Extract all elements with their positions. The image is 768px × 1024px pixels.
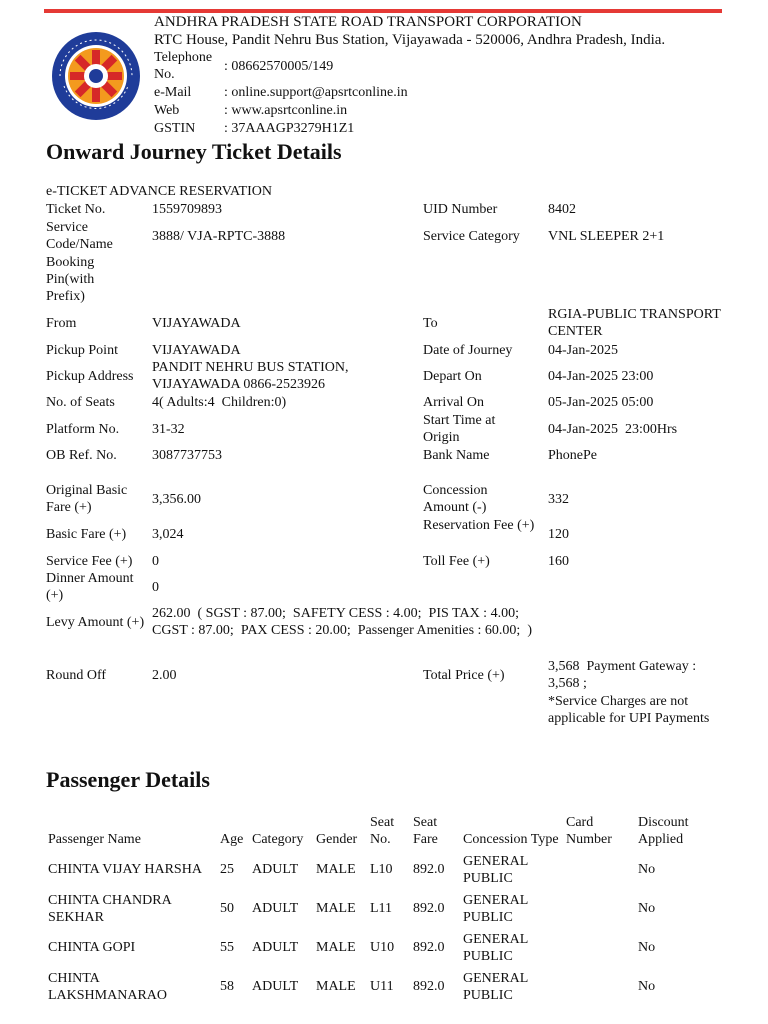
cell-concession-type: GENERAL PUBLIC (463, 853, 528, 886)
col-discount-applied: Discount Applied (638, 815, 689, 847)
cell-age: 58 (220, 979, 234, 994)
table-row (46, 850, 722, 889)
ticket-no-value: 1559709893 (152, 202, 222, 217)
table-row (46, 967, 722, 1006)
service-code-value: 3888/ VJA-RPTC-3888 (152, 229, 286, 244)
arrival-on-label: Arrival On (423, 395, 485, 410)
ticket-no-label: Ticket No. (46, 202, 106, 217)
toll-fee-value: 160 (548, 554, 569, 569)
start-time-label: Start Time at Origin (423, 413, 496, 445)
cell-card-number (564, 889, 636, 928)
cell-gender: MALE (316, 901, 356, 916)
to-value: RGIA-PUBLIC TRANSPORT CENTER (548, 307, 721, 339)
org-address: RTC House, Pandit Nehru Bus Station, Vijayawada - 520006, Andhra Pradesh, India. (154, 32, 666, 48)
page-title: Onward Journey Ticket Details (46, 139, 342, 164)
cell-passenger-name: CHINTA CHANDRA SEKHAR (48, 892, 171, 925)
cell-age: 50 (220, 901, 234, 916)
service-code-label: Service Code/Name (46, 220, 113, 252)
passenger-section-title: Passenger Details (46, 767, 210, 792)
email-label: e-Mail (154, 85, 192, 100)
cell-seat-fare: 892.0 (413, 901, 445, 916)
cell-passenger-name: CHINTA LAKSHMANARAO (48, 970, 168, 1003)
passenger-table (46, 812, 722, 1006)
table-row (46, 928, 722, 967)
uid-label: UID Number (423, 202, 498, 217)
concession-label: Concession Amount (-) (423, 483, 488, 515)
col-card-number: Card Number (566, 815, 612, 847)
web-label: Web (154, 103, 180, 118)
basic-fare-value: 3,024 (152, 527, 184, 542)
pickup-point-value: VIJAYAWADA (152, 343, 241, 358)
cell-gender: MALE (316, 979, 356, 994)
cell-passenger-name: CHINTA GOPI (48, 940, 136, 955)
cell-passenger-name: CHINTA VIJAY HARSHA (48, 862, 202, 877)
date-of-journey-value: 04-Jan-2025 (548, 343, 618, 358)
passenger-table-header (46, 812, 722, 850)
cell-age: 55 (220, 940, 234, 955)
platform-label: Platform No. (46, 422, 120, 437)
toll-fee-label: Toll Fee (+) (423, 554, 490, 569)
seats-label: No. of Seats (46, 395, 115, 410)
pickup-address-value: PANDIT NEHRU BUS STATION, VIJAYAWADA 0866-2523926 (152, 360, 349, 392)
cell-category: ADULT (252, 901, 299, 916)
cell-seat-fare: 892.0 (413, 862, 445, 877)
cell-age: 25 (220, 862, 234, 877)
reservation-fee-value: 120 (548, 527, 569, 542)
cell-gender: MALE (316, 862, 356, 877)
reservation-fee-label: Reservation Fee (+) (423, 518, 535, 533)
cell-concession-type: GENERAL PUBLIC (463, 970, 528, 1003)
cell-seat-no: U11 (370, 979, 394, 994)
service-fee-label: Service Fee (+) (46, 554, 133, 569)
depart-on-label: Depart On (423, 369, 482, 384)
cell-gender: MALE (316, 940, 356, 955)
cell-seat-no: U10 (370, 940, 395, 955)
table-row (46, 889, 722, 928)
cell-discount-applied: No (638, 979, 656, 994)
cell-category: ADULT (252, 862, 299, 877)
cell-seat-no: L11 (370, 901, 393, 916)
bank-value: PhonePe (548, 448, 597, 463)
concession-value: 332 (548, 492, 569, 507)
uid-value: 8402 (548, 202, 576, 217)
cell-card-number (564, 928, 636, 967)
cell-seat-fare: 892.0 (413, 940, 445, 955)
org-name: ANDHRA PRADESH STATE ROAD TRANSPORT CORPORATION (154, 14, 582, 30)
seats-value: 4( Adults:4 Children:0) (152, 395, 287, 410)
cell-discount-applied: No (638, 862, 656, 877)
pickup-address-label: Pickup Address (46, 369, 134, 384)
dinner-value: 0 (152, 580, 159, 595)
round-off-value: 2.00 (152, 668, 177, 683)
dinner-label: Dinner Amount (+) (46, 571, 134, 603)
from-value: VIJAYAWADA (152, 316, 241, 331)
cell-discount-applied: No (638, 901, 656, 916)
col-gender: Gender (316, 832, 358, 847)
web-value[interactable]: : www.apsrtconline.in (224, 103, 348, 118)
bank-label: Bank Name (423, 448, 490, 463)
cell-category: ADULT (252, 979, 299, 994)
orig-fare-value: 3,356.00 (152, 492, 201, 507)
levy-label: Levy Amount (+) (46, 615, 145, 630)
col-age: Age (220, 832, 244, 847)
arrival-on-value: 05-Jan-2025 05:00 (548, 395, 654, 410)
round-off-label: Round Off (46, 668, 107, 683)
cell-card-number (564, 850, 636, 889)
ob-ref-value: 3087737753 (152, 448, 222, 463)
booking-pin-label: Booking Pin(with Prefix) (46, 255, 95, 304)
platform-value: 31-32 (152, 422, 185, 437)
col-category: Category (252, 832, 304, 847)
gstin-label: GSTIN (154, 121, 196, 136)
email-value[interactable]: : online.support@apsrtconline.in (224, 85, 408, 100)
cell-seat-fare: 892.0 (413, 979, 445, 994)
ticket-subtitle: e-TICKET ADVANCE RESERVATION (46, 184, 272, 199)
cell-concession-type: GENERAL PUBLIC (463, 892, 528, 925)
start-time-value: 04-Jan-2025 23:00Hrs (548, 422, 678, 437)
cell-discount-applied: No (638, 940, 656, 955)
apsrtc-logo (50, 30, 142, 122)
to-label: To (423, 316, 438, 331)
service-fee-value: 0 (152, 554, 159, 569)
telephone-value: : 08662570005/149 (224, 59, 334, 74)
cell-card-number (564, 967, 636, 1006)
cell-category: ADULT (252, 940, 299, 955)
total-price-value: 3,568 Payment Gateway : 3,568 ; (548, 659, 700, 691)
col-seat-no: Seat No. (370, 815, 395, 847)
depart-on-value: 04-Jan-2025 23:00 (548, 369, 654, 384)
gstin-value: : 37AAAGP3279H1Z1 (224, 121, 355, 136)
basic-fare-label: Basic Fare (+) (46, 527, 127, 542)
cell-seat-no: L10 (370, 862, 393, 877)
service-category-value: VNL SLEEPER 2+1 (548, 229, 665, 244)
col-passenger-name: Passenger Name (48, 832, 141, 847)
telephone-label: Telephone No. (154, 50, 213, 82)
date-of-journey-label: Date of Journey (423, 343, 513, 358)
service-category-label: Service Category (423, 229, 520, 244)
pickup-point-label: Pickup Point (46, 343, 118, 358)
levy-value: 262.00 ( SGST : 87.00; SAFETY CESS : 4.00; PIS TAX : 4.00; CGST : 87.00; PAX CESS : 20.00; Passenger Amenities : 60.00; ) (152, 606, 532, 638)
orig-fare-label: Original Basic Fare (+) (46, 483, 128, 515)
ob-ref-label: OB Ref. No. (46, 448, 117, 463)
total-price-label: Total Price (+) (423, 668, 505, 683)
cell-concession-type: GENERAL PUBLIC (463, 931, 528, 964)
col-concession-type: Concession Type (463, 832, 559, 847)
col-seat-fare: Seat Fare (413, 815, 438, 847)
total-price-note: *Service Charges are not applicable for UPI Payments (548, 694, 710, 726)
from-label: From (46, 316, 77, 331)
